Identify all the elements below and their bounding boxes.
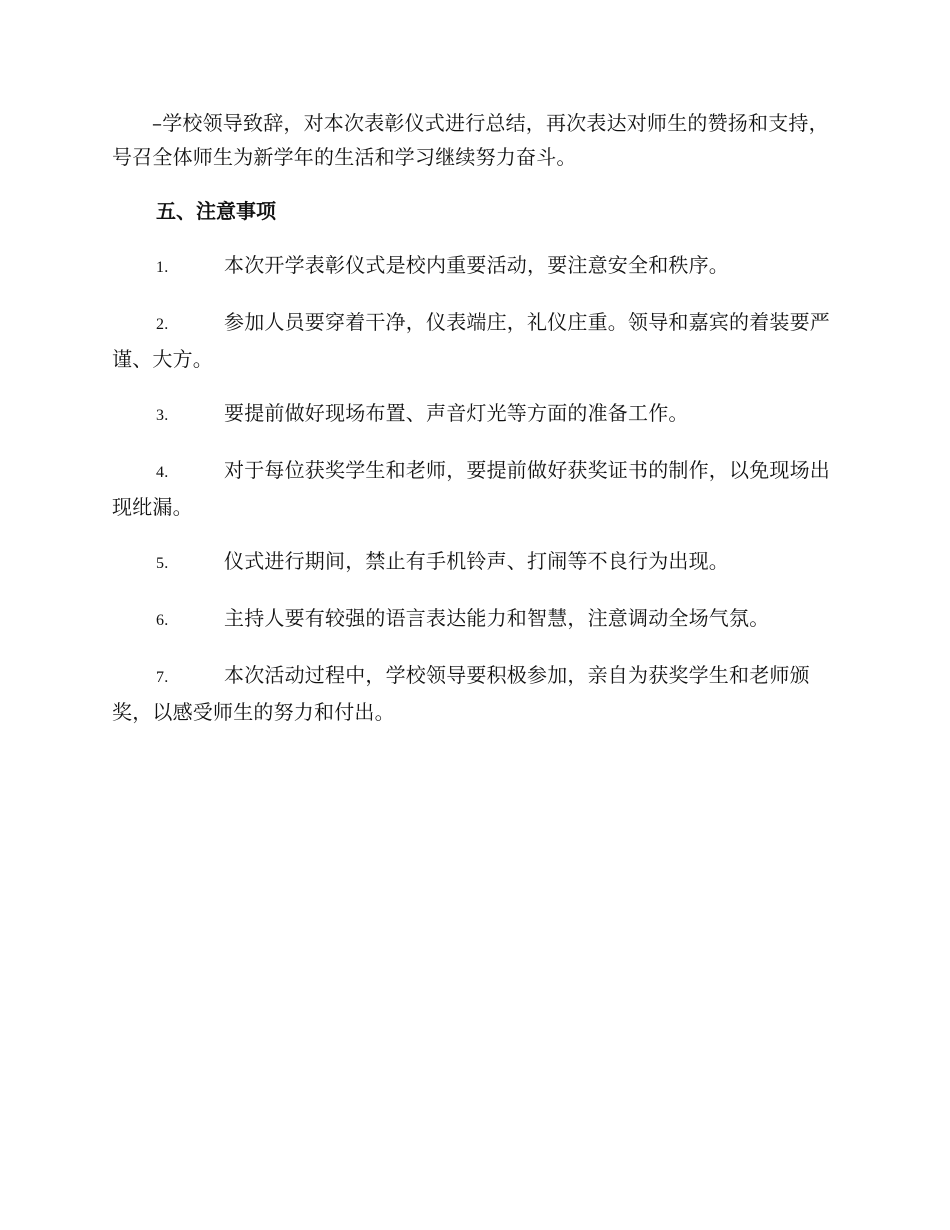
list-item: [112, 601, 834, 638]
list-item: [112, 544, 834, 581]
list-item-number: 3.: [156, 407, 169, 424]
document-body: [112, 106, 834, 749]
list-item: [112, 658, 834, 729]
list-item-text: 本次开学表彰仪式是校内重要活动，要注意安全和秩序。: [224, 253, 729, 277]
list-item-text: 主持人要有较强的语言表达能力和智慧，注意调动全场气氛。: [224, 606, 770, 630]
list-item: [112, 396, 834, 433]
list-item: [112, 305, 834, 376]
list-item-number: 1.: [156, 259, 169, 276]
list-item-text: 对于每位获奖学生和老师，要提前做好获奖证书的制作，以免现场出现纰漏。: [112, 458, 830, 519]
list-item-number: 6.: [156, 612, 169, 629]
intro-paragraph: –学校领导致辞，对本次表彰仪式进行总结，再次表达对师生的赞扬和支持，号召全体师生为新学年的生活和学习继续努力奋斗。: [112, 111, 829, 169]
list-item-number: 4.: [156, 464, 169, 481]
list-item-number: 5.: [156, 555, 169, 572]
list-item-text: 仪式进行期间，禁止有手机铃声、打闹等不良行为出现。: [224, 549, 729, 573]
list-item-number: 2.: [156, 316, 169, 333]
list-item: [112, 248, 834, 285]
list-item-text: 要提前做好现场布置、声音灯光等方面的准备工作。: [224, 401, 689, 425]
list-item-number: 7.: [156, 669, 169, 686]
list-item-text: 本次活动过程中，学校领导要积极参加，亲自为获奖学生和老师颁奖，以感受师生的努力和付出。: [112, 663, 810, 724]
list-item-text: 参加人员要穿着干净，仪表端庄，礼仪庄重。领导和嘉宾的着装要严谨、大方。: [112, 310, 830, 371]
section-heading: 五、注意事项: [156, 199, 276, 223]
list-item: [112, 453, 834, 524]
